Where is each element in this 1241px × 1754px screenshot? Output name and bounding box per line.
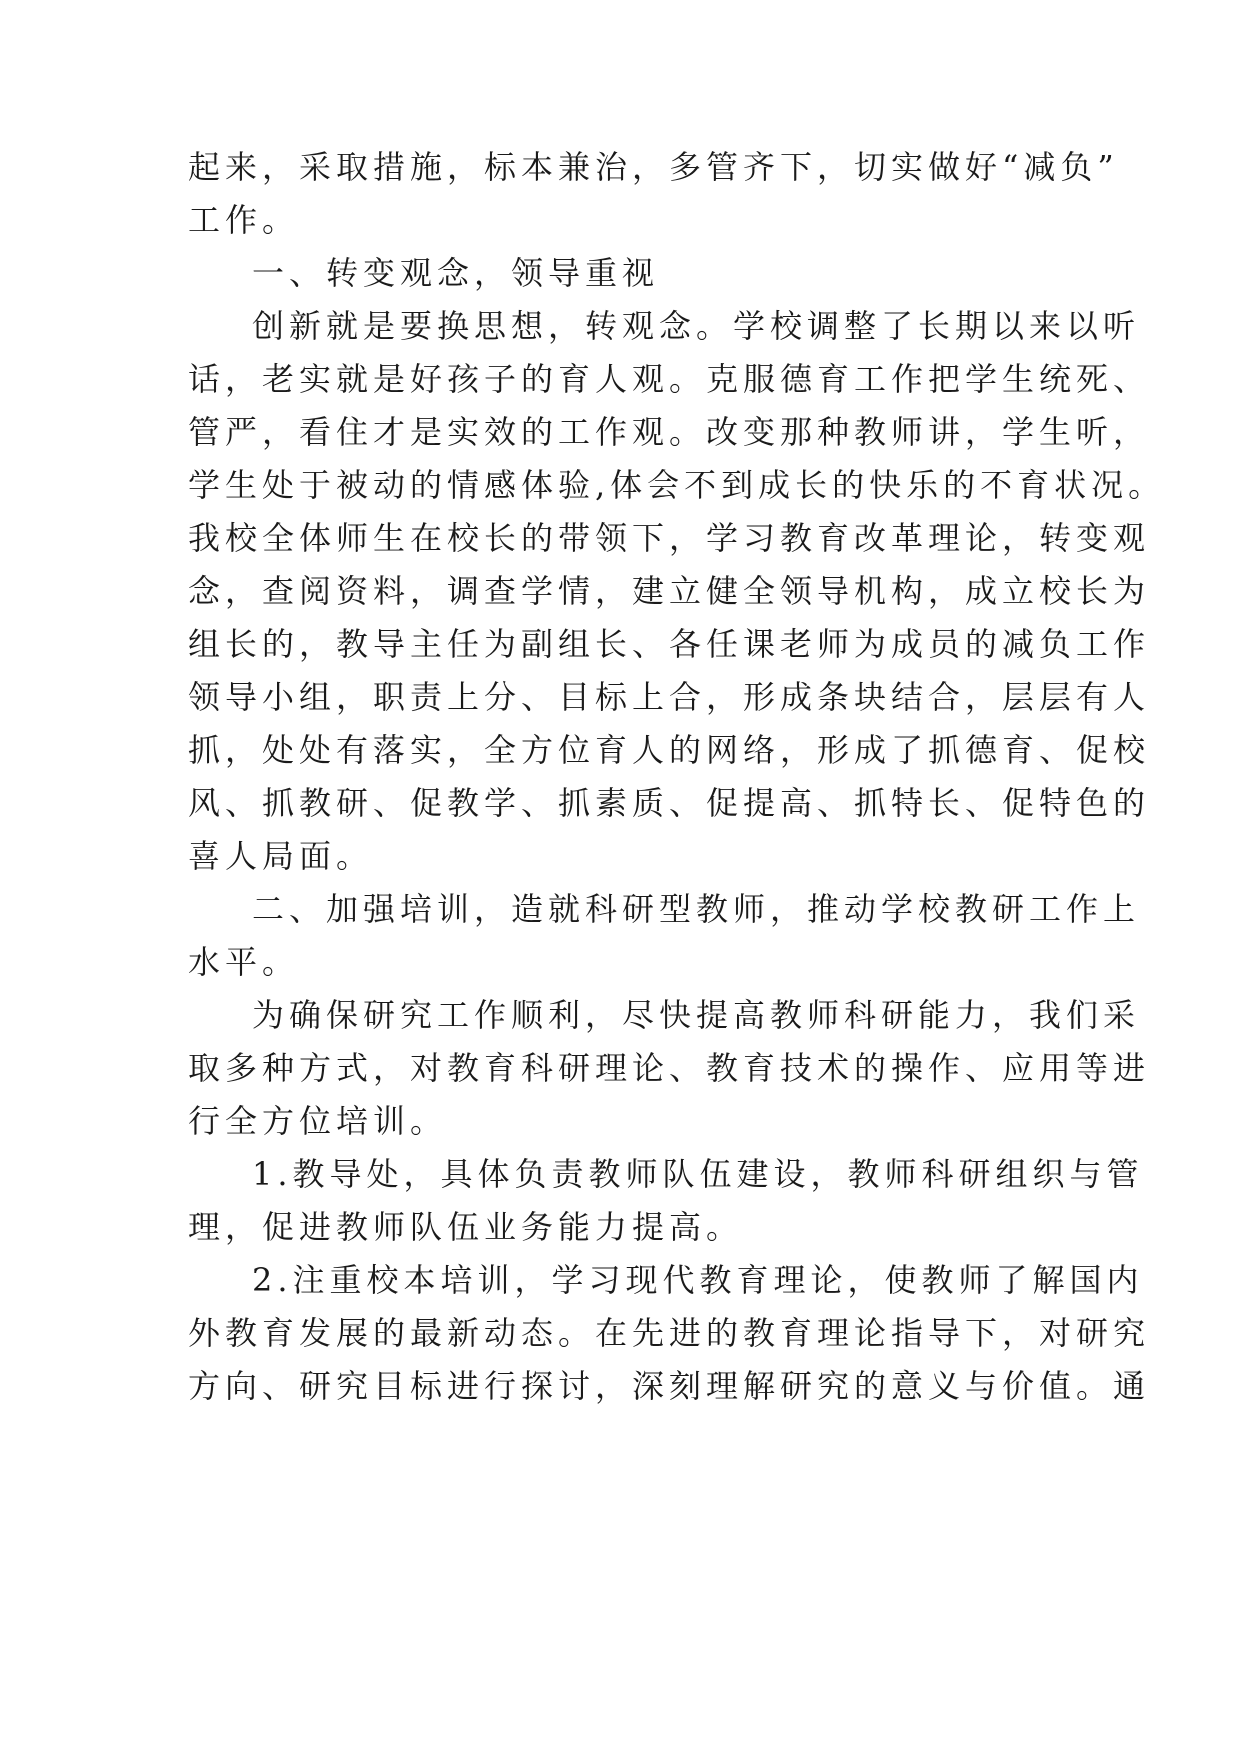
- text-line: 创新就是要换思想，转观念。学校调整了长期以来以听: [252, 307, 1141, 345]
- text-line: 理，促进教师队伍业务能力提高。: [188, 1208, 744, 1246]
- text-line: 方向、研究目标进行探讨，深刻理解研究的意义与价值。通: [188, 1367, 1151, 1405]
- text-line: 取多种方式，对教育科研理论、教育技术的操作、应用等进: [188, 1049, 1151, 1087]
- text-line: 话，老实就是好孩子的育人观。克服德育工作把学生统死、: [188, 360, 1151, 398]
- text-line: 念，查阅资料，调查学情，建立健全领导机构，成立校长为: [188, 572, 1151, 610]
- section-heading-continuation: 水平。: [188, 943, 300, 981]
- text-line: 工作。: [188, 201, 300, 239]
- text-line: 为确保研究工作顺利，尽快提高教师科研能力，我们采: [252, 996, 1141, 1034]
- text-line: 起来，采取措施，标本兼治，多管齐下，切实做好“减负”: [188, 148, 1119, 186]
- section-heading: 一、转变观念，领导重视: [252, 254, 660, 292]
- text-line: 学生处于被动的情感体验,体会不到成长的快乐的不育状况。: [188, 466, 1166, 504]
- text-line: 领导小组，职责上分、目标上合，形成条块结合，层层有人: [188, 678, 1151, 716]
- text-line: 风、抓教研、促教学、抓素质、促提高、抓特长、促特色的: [188, 784, 1151, 822]
- section-heading: 二、加强培训，造就科研型教师，推动学校教研工作上: [252, 890, 1141, 928]
- text-line: 我校全体师生在校长的带领下，学习教育改革理论，转变观: [188, 519, 1151, 557]
- list-item-1: 1.教导处，具体负责教师队伍建设，教师科研组织与管: [252, 1155, 1144, 1193]
- text-line: 喜人局面。: [188, 837, 374, 875]
- text-line: 组长的，教导主任为副组长、各任课老师为成员的减负工作: [188, 625, 1151, 663]
- text-line: 行全方位培训。: [188, 1102, 448, 1140]
- list-item-2: 2.注重校本培训，学习现代教育理论，使教师了解国内: [252, 1261, 1144, 1299]
- text-line: 抓，处处有落实，全方位育人的网络，形成了抓德育、促校: [188, 731, 1151, 769]
- text-line: 管严，看住才是实效的工作观。改变那种教师讲，学生听，: [188, 413, 1151, 451]
- text-line: 外教育发展的最新动态。在先进的教育理论指导下，对研究: [188, 1314, 1151, 1352]
